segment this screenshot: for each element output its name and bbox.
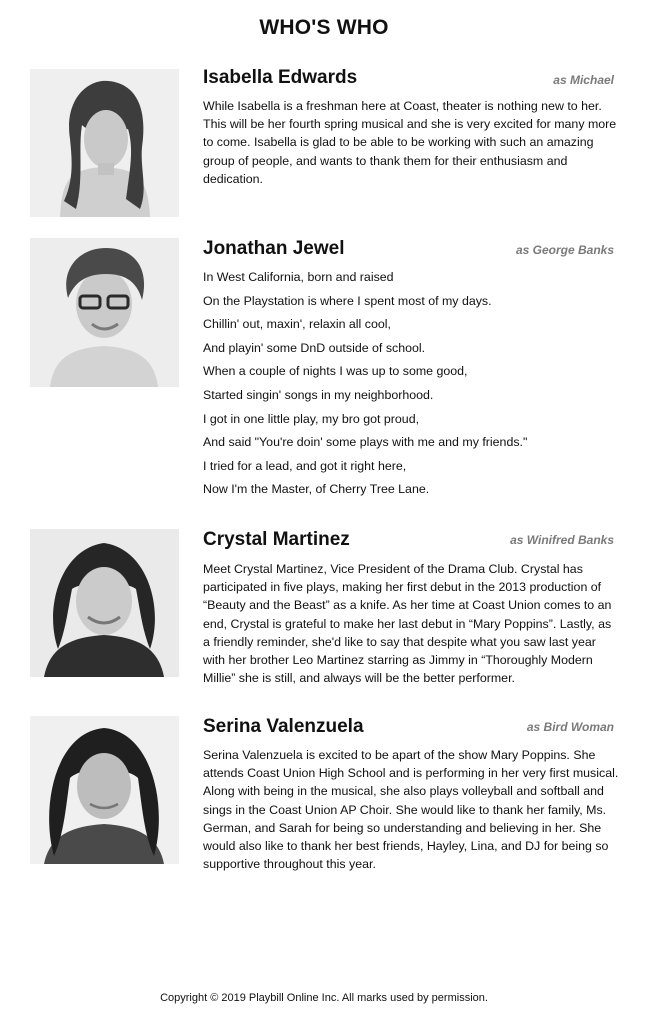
bio-line: Now I'm the Master, of Cherry Tree Lane.	[203, 482, 430, 497]
bio-line: And said "You're doin' some plays with me and my friends."	[203, 435, 528, 450]
cast-name: Serina Valenzuela	[203, 716, 364, 737]
bio-line: And playin' some DnD outside of school.	[203, 340, 426, 355]
copyright-footer: Copyright © 2019 Playbill Online Inc. All marks used by permission.	[160, 992, 488, 1004]
cast-bio: While Isabella is a freshman here at Coast, theater is nothing new to her. This will be her fourth spring musical and she is very excited for many more to come. Isabella is glad to be able to be working with such an amazing group of people, and wants to thank them for their enthusiasm and dedication.	[203, 99, 617, 186]
page-title: WHO'S WHO	[259, 16, 389, 39]
bio-line: I tried for a lead, and got it right here,	[203, 458, 407, 473]
cast-role: as Bird Woman	[526, 720, 614, 734]
headshot-photo-isabella	[30, 69, 179, 217]
cast-role: as George Banks	[515, 243, 614, 257]
bio-line: When a couple of nights I was up to some good,	[203, 364, 468, 379]
headshot-photo-crystal	[30, 529, 179, 677]
cast-bio: Serina Valenzuela is excited to be apart of the show Mary Poppins. She attends Coast Union High School and is performing in her very first musical. Along with being in the musical, she also plays volleyball and softball and sings in the Coast Union AP Choir. She would like to thank her family, Ms. German, and Sarah for being so understanding and believing in her. She would also like to thank her best friends, Hayley, Lina, and DJ for being so supportive throughout this year.	[203, 748, 619, 872]
cast-name: Jonathan Jewel	[203, 238, 345, 259]
bio-line: Started singin' songs in my neighborhood.	[203, 387, 434, 402]
bio-line: On the Playstation is where I spent most of my days.	[203, 293, 492, 308]
cast-role: as Winifred Banks	[510, 533, 614, 547]
cast-bio-lines	[203, 269, 621, 505]
bio-line: Chillin' out, maxin', relaxin all cool,	[203, 317, 391, 332]
cast-name: Isabella Edwards	[203, 67, 358, 88]
cast-role: as Michael	[553, 73, 614, 87]
headshot-photo-serina	[30, 716, 179, 864]
headshot-photo-jonathan	[30, 238, 179, 387]
bio-line: In West California, born and raised	[203, 270, 394, 284]
bio-line: I got in one little play, my bro got proud,	[203, 411, 420, 426]
cast-name: Crystal Martinez	[203, 529, 350, 550]
cast-bio: Meet Crystal Martinez, Vice President of the Drama Club. Crystal has participated in five plays, making her first debut in the 2013 production of “Beauty and the Beast” as a knife. As her time at Coast Union comes to an end, Crystal is grateful to make her last debut in “Mary Poppins”. Lastly, as a friendly reminder, she'd like to say that despite what you saw last year with her brother Leo Martinez starring as Jimmy in “Thoroughly Modern Millie” she is still, and always will be the better performer.	[203, 562, 612, 686]
